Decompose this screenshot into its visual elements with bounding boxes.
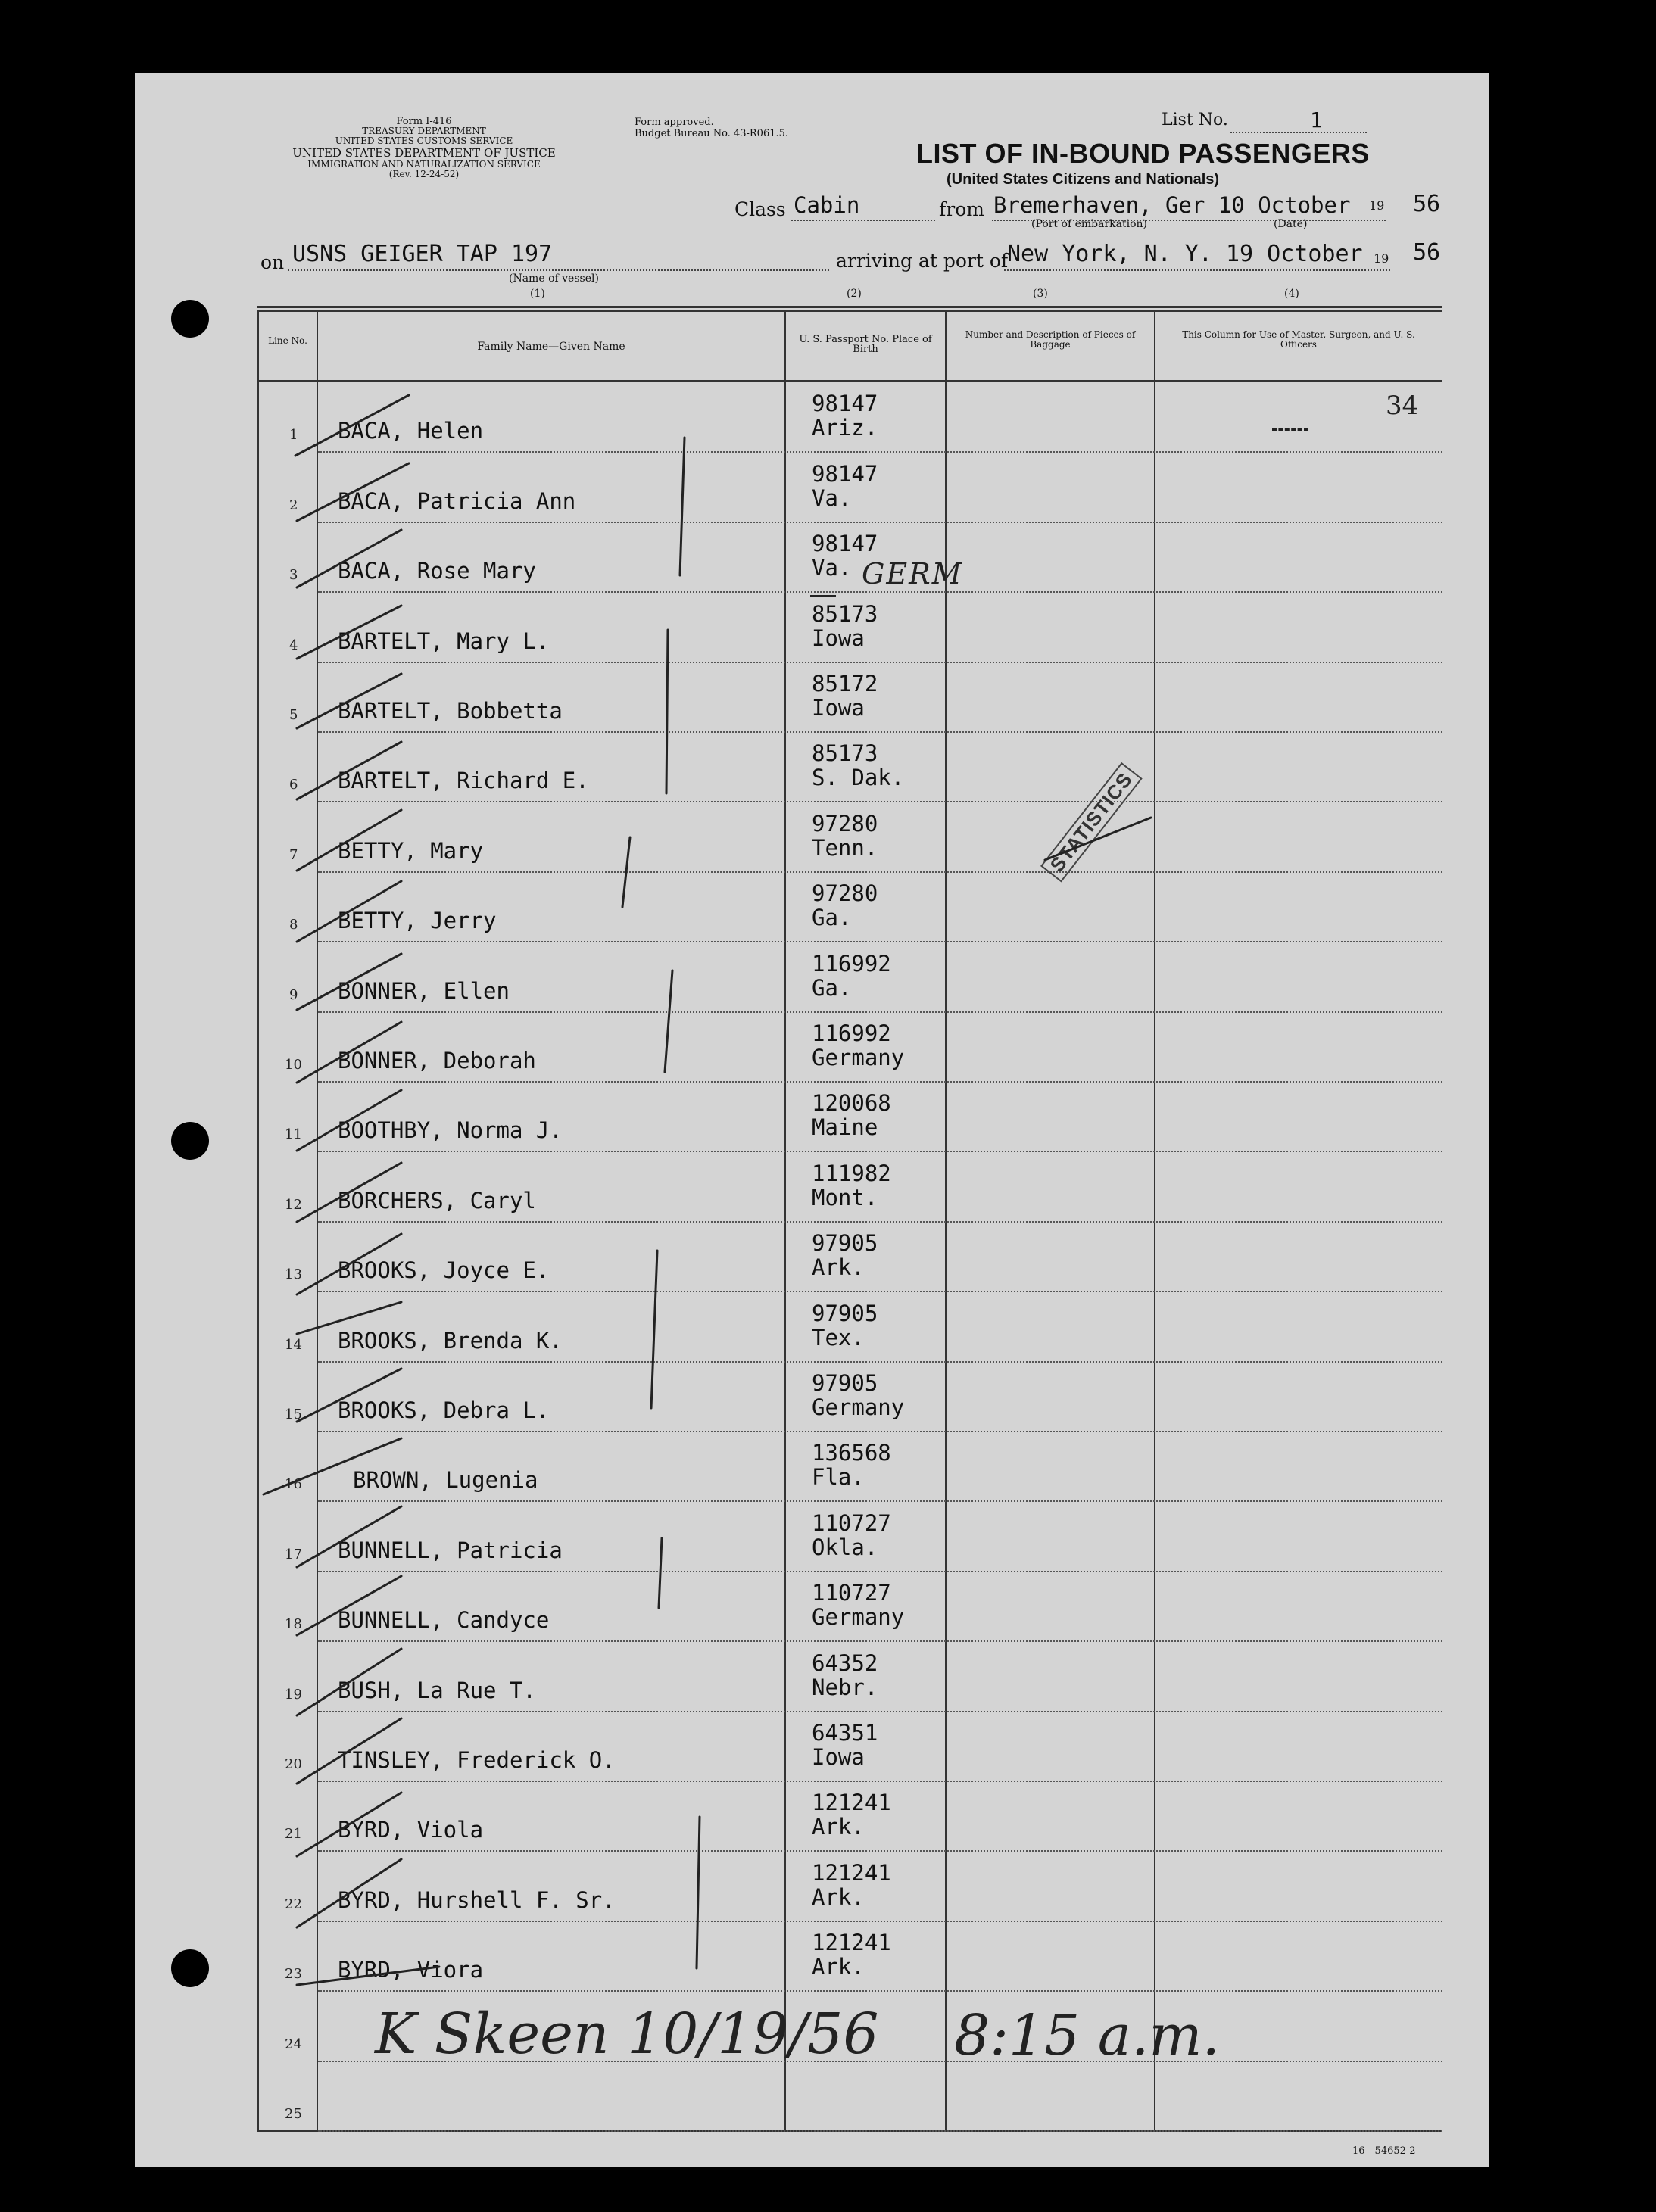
list-no-label: List No. [1162,111,1228,129]
col-num-3: (3) [1033,288,1048,300]
place-of-birth: Ark. [812,1954,865,1980]
passport-number: 121241 [812,1790,891,1816]
line-number: 8 [289,917,298,933]
customs-service: UNITED STATES CUSTOMS SERVICE [335,136,513,146]
passenger-name: BUSH, La Rue T. [338,1677,536,1703]
place-of-birth: Va. [812,484,852,511]
date-caption: (Date) [1274,218,1308,230]
class-value: Cabin [794,192,860,218]
line-number: 13 [285,1266,302,1283]
class-label: Class [734,198,786,220]
passenger-name: BACA, Patricia Ann [338,488,576,514]
passenger-name: BYRD, Hurshell F. Sr. [338,1886,616,1913]
place-of-birth: Iowa [812,1743,865,1770]
place-of-birth: Tex. [812,1324,865,1351]
line-number: 14 [285,1336,302,1353]
header-baggage: Number and Description of Pieces of Baggage [965,329,1136,350]
passenger-name: TINSLEY, Frederick O. [338,1746,616,1773]
passenger-name: BARTELT, Mary L. [338,628,550,654]
line-number: 20 [285,1756,302,1772]
header-name: Family Name—Given Name [477,341,625,353]
treasury-dept: TREASURY DEPARTMENT [362,126,486,136]
passenger-name: BYRD, Viora [338,1957,484,1983]
port-caption: (Port of embarkation) [1031,218,1147,230]
revision: (Rev. 12-24-52) [388,169,460,179]
line-number: 7 [289,846,298,863]
on-label: on [260,251,285,273]
year1-value: 56 [1413,191,1441,217]
arrival-value: New York, N. Y. 19 October [1007,241,1363,267]
passenger-name: BARTELT, Richard E. [338,768,589,794]
line-number: 2 [289,497,298,513]
from-value: Bremerhaven, Ger 10 October [993,192,1351,218]
page-subtitle: (United States Citizens and Nationals) [947,171,1220,188]
place-of-birth: Va. [812,555,852,581]
place-of-birth: Ariz. [812,415,878,441]
passenger-name: BARTELT, Bobbetta [338,697,563,724]
year2-prefix: 19 [1374,251,1389,266]
header-passport: U. S. Passport No. Place of Birth [799,334,932,355]
justice-dept: UNITED STATES DEPARTMENT OF JUSTICE [292,146,556,160]
passport-number: 136568 [812,1440,891,1466]
line-number: 5 [289,706,298,723]
passenger-name: BUNNELL, Candyce [338,1607,550,1634]
statistics-stamp: STATISTICS [1040,762,1143,883]
from-label: from [939,198,984,220]
page-title: LIST OF IN-BOUND PASSENGERS [916,138,1370,169]
passenger-name: BROWN, Lugenia [353,1467,538,1494]
passport-number: 110727 [812,1580,891,1606]
passport-number: 98147 [812,531,878,557]
passenger-name: BROOKS, Joyce E. [338,1257,550,1284]
place-of-birth: Ark. [812,1814,865,1840]
place-of-birth: Germany [812,1604,905,1631]
passport-number: 85173 [812,740,878,767]
budget-bureau: Budget Bureau No. 43-R061.5. [635,128,789,139]
place-of-birth: Tenn. [812,834,878,861]
passport-number: 97905 [812,1230,878,1257]
passport-number: 110727 [812,1509,891,1536]
passenger-name: BONNER, Ellen [338,977,510,1004]
line-number: 18 [285,1616,302,1633]
place-of-birth: Iowa [812,625,865,651]
place-of-birth: Fla. [812,1464,865,1491]
line-number: 15 [285,1406,302,1422]
col-num-1: (1) [530,288,545,300]
line-number: 10 [285,1056,302,1073]
line-number: 24 [285,2036,302,2052]
place-of-birth: Ga. [812,974,852,1001]
line-number: 9 [289,986,298,1003]
place-of-birth: Germany [812,1394,905,1420]
arriving-label: arriving at port of [836,250,1009,272]
place-of-birth: S. Dak. [812,765,905,791]
line-number: 1 [289,427,298,444]
place-of-birth: Ark. [812,1254,865,1281]
year1-prefix: 19 [1369,198,1385,213]
passport-number: 64351 [812,1719,878,1746]
passenger-name: BORCHERS, Caryl [338,1187,536,1213]
passport-number: 85173 [812,600,878,627]
line-number: 11 [285,1126,302,1143]
line-number: 3 [289,567,298,584]
passport-number: 121241 [812,1859,891,1886]
passport-number: 85172 [812,670,878,696]
line-number: 4 [289,637,298,653]
line-number: 12 [285,1196,302,1213]
passport-number: 111982 [812,1160,891,1186]
passenger-name: BROOKS, Brenda K. [338,1327,563,1354]
passport-number: 98147 [812,391,878,417]
passport-number: 98147 [812,460,878,487]
passport-number: 120068 [812,1090,891,1117]
place-of-birth: Ga. [812,905,852,931]
vessel-caption: (Name of vessel) [509,273,599,285]
list-no-value: 1 [1310,107,1323,132]
line-number: 19 [285,1686,302,1703]
germ-annotation: GERM [862,557,963,590]
passenger-name: BETTY, Jerry [338,908,497,934]
passenger-name: BETTY, Mary [338,837,484,864]
line-number: 22 [285,1896,302,1912]
passenger-name: BACA, Rose Mary [338,558,536,584]
passport-number: 97905 [812,1300,878,1326]
line-number: 16 [285,1476,302,1493]
passport-number: 116992 [812,950,891,977]
line-number: 23 [285,1966,302,1983]
passport-number: 97280 [812,880,878,907]
place-of-birth: Germany [812,1044,905,1070]
passport-number: 97280 [812,810,878,837]
line-number: 21 [285,1826,302,1843]
header-officers: This Column for Use of Master, Surgeon, and U. S. Officers [1182,329,1415,350]
arrival-time: 8:15 a.m. [954,2003,1221,2068]
passenger-name: BROOKS, Debra L. [338,1397,550,1423]
passport-number: 116992 [812,1020,891,1046]
passenger-name: BYRD, Viola [338,1817,484,1843]
line-number: 6 [289,777,298,793]
form-approved: Form approved. [635,117,714,128]
header-line-no: Line No. [268,335,307,346]
line-number: 17 [285,1546,302,1562]
vessel-name: USNS GEIGER TAP 197 [292,241,553,267]
passenger-name: BONNER, Deborah [338,1047,536,1073]
year2-value: 56 [1413,239,1441,266]
count-annotation: 34 [1386,391,1419,421]
passenger-name: BOOTHBY, Norma J. [338,1117,563,1144]
form-number: Form I-416 [396,116,452,127]
place-of-birth: Okla. [812,1534,878,1560]
passenger-name: BACA, Helen [338,418,484,444]
place-of-birth: Iowa [812,694,865,721]
line-number: 25 [285,2105,302,2122]
ins-label: IMMIGRATION AND NATURALIZATION SERVICE [307,159,541,170]
print-code: 16—54652-2 [1352,2145,1416,2157]
col-num-4: (4) [1284,288,1299,300]
place-of-birth: Maine [812,1114,878,1141]
inspector-signature: K Skeen 10/19/56 [375,2002,879,2067]
passenger-name: BUNNELL, Patricia [338,1537,563,1563]
passport-number: 121241 [812,1930,891,1956]
passport-number: 64352 [812,1650,878,1676]
place-of-birth: Mont. [812,1184,878,1210]
passport-number: 97905 [812,1369,878,1396]
place-of-birth: Ark. [812,1883,865,1910]
place-of-birth: Nebr. [812,1674,878,1700]
col-num-2: (2) [847,288,862,300]
